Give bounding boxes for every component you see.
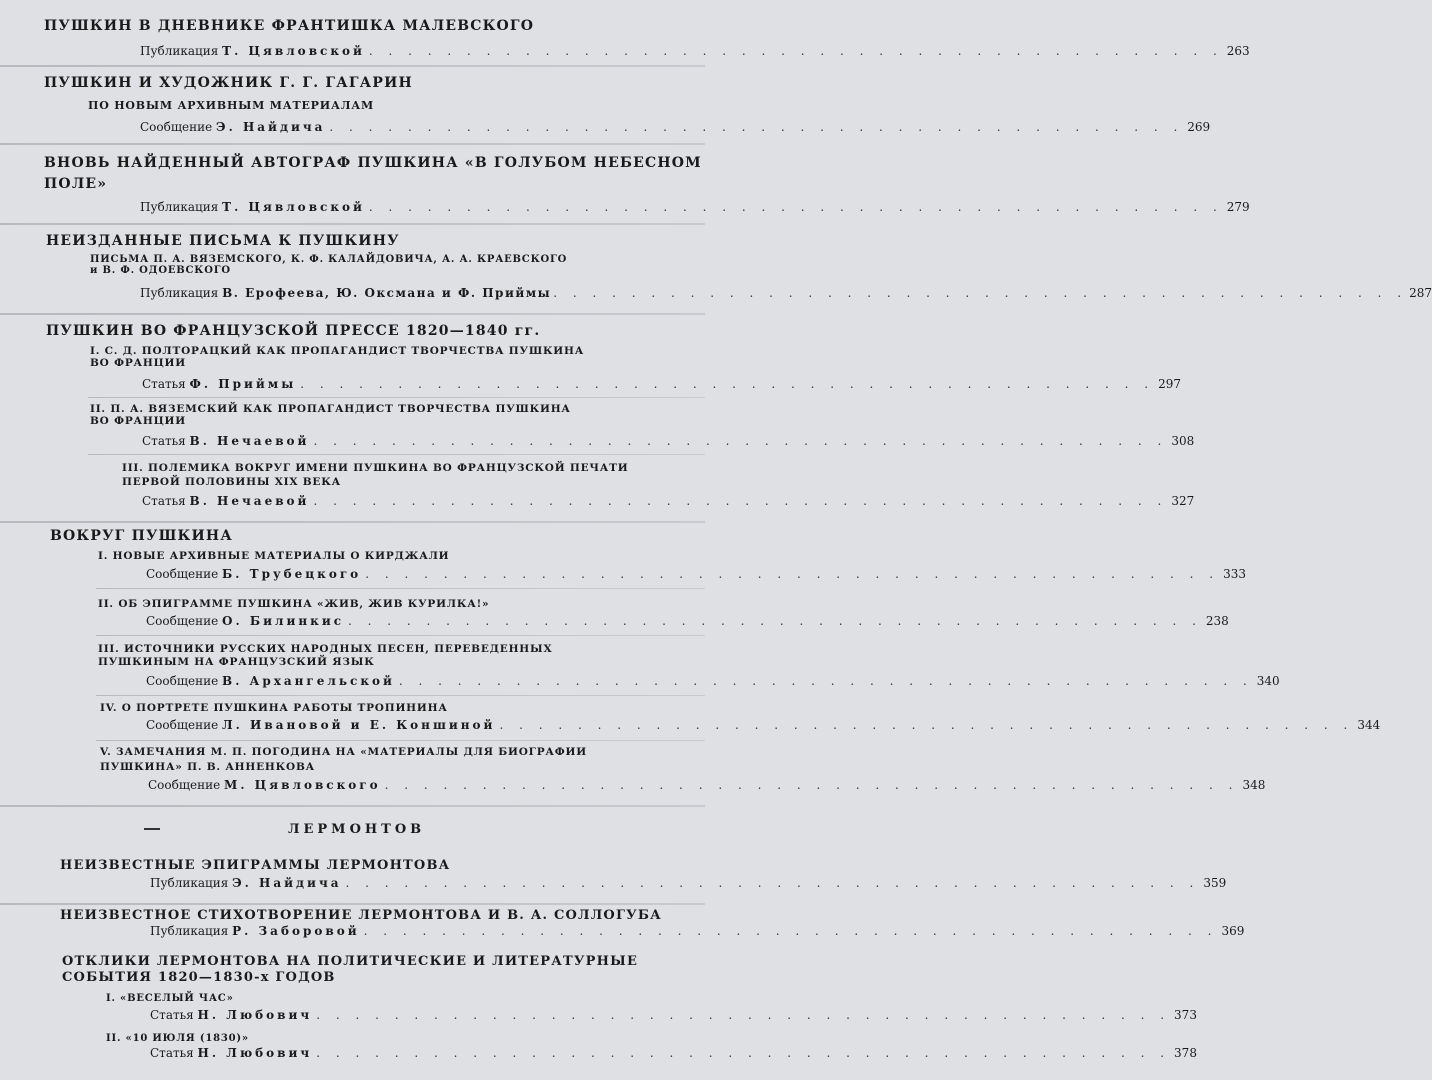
- credit-label: Статья: [142, 494, 186, 508]
- entry-title: ПУШКИН ВО ФРАНЦУЗСКОЙ ПРЕССЕ 1820—1840 гг.: [46, 323, 541, 339]
- credit-label: Сообщение: [146, 567, 219, 581]
- divider: [0, 223, 705, 225]
- credit-label: Сообщение: [146, 674, 219, 688]
- entry-subtitle: ПО НОВЫМ АРХИВНЫМ МАТЕРИАЛАМ: [88, 99, 374, 112]
- credit-label: Публикация: [140, 200, 219, 214]
- part-title: II. «10 ИЮЛЯ (1830)»: [106, 1033, 249, 1044]
- credit-name: Л. Ивановой и Е. Коншиной: [222, 718, 496, 732]
- entry-title: ВОКРУГ ПУШКИНА: [50, 528, 233, 544]
- page-number: 373: [1174, 1008, 1197, 1022]
- credit-name: Б. Трубецкого: [222, 567, 362, 581]
- leader-dots: . . . . . . . . . . . . . . . . . . . . . . . . . . . . . . . . . . . . . . . . . . . .: [363, 924, 1218, 938]
- divider: [88, 454, 705, 455]
- credit-name: Н. Любович: [197, 1008, 313, 1022]
- part-title: III. ИСТОЧНИКИ РУССКИХ НАРОДНЫХ ПЕСЕН, ПЕРЕВЕДЕННЫХ: [98, 643, 553, 655]
- divider: [0, 903, 705, 905]
- credit-name: Э. Найдича: [216, 120, 326, 134]
- page-number: 359: [1203, 876, 1227, 890]
- page-number: 348: [1242, 778, 1266, 792]
- part-title: I. «ВЕСЕЛЫЙ ЧАС»: [106, 993, 234, 1004]
- divider: [0, 805, 705, 807]
- credit-name: В. Нечаевой: [189, 494, 310, 508]
- credit-name: М. Цявловского: [224, 778, 381, 792]
- credit-label: Статья: [142, 434, 186, 448]
- credit-label: Сообщение: [140, 120, 213, 134]
- divider: [0, 521, 705, 523]
- part-title-continued: ПУШКИНА» П. В. АННЕНКОВА: [100, 761, 315, 773]
- part-title-continued: ВО ФРАНЦИИ: [90, 415, 186, 427]
- entry-title: ПУШКИН В ДНЕВНИКЕ ФРАНТИШКА МАЛЕВСКОГО: [44, 18, 535, 34]
- entry-title: ВНОВЬ НАЙДЕННЫЙ АВТОГРАФ ПУШКИНА «В ГОЛУБОМ НЕБЕСНОМ: [44, 155, 702, 171]
- leader-dots: . . . . . . . . . . . . . . . . . . . . . . . . . . . . . . . . . . . . . . . . . . . .: [398, 674, 1253, 688]
- page-number: 333: [1223, 567, 1246, 581]
- credit-label: Публикация: [140, 286, 219, 300]
- entry-credit-line: [140, 200, 1250, 214]
- credit-label: Сообщение: [146, 614, 219, 628]
- credit-name: Т. Цявловской: [222, 44, 365, 58]
- part-title-continued: ПЕРВОЙ ПОЛОВИНЫ XIX ВЕКА: [122, 476, 341, 488]
- leader-dots: . . . . . . . . . . . . . . . . . . . . . . . . . . . . . . . . . . . . . . . . . . . .: [313, 434, 1168, 448]
- section-dash: [144, 828, 160, 830]
- leader-dots: . . . . . . . . . . . . . . . . . . . . . . . . . . . . . . . . . . . . . . . . . . . .: [368, 200, 1223, 214]
- leader-dots: . . . . . . . . . . . . . . . . . . . . . . . . . . . . . . . . . . . . . . . . . . . .: [329, 120, 1184, 134]
- page-number: 308: [1171, 434, 1195, 448]
- page-number: 297: [1158, 377, 1182, 391]
- leader-dots: . . . . . . . . . . . . . . . . . . . . . . . . . . . . . . . . . . . . . . . . . . . .: [300, 377, 1155, 391]
- credit-label: Сообщение: [148, 778, 221, 792]
- page-number: 263: [1226, 44, 1250, 58]
- part-title: V. ЗАМЕЧАНИЯ М. П. ПОГОДИНА НА «МАТЕРИАЛЫ ДЛЯ БИОГРАФИИ: [100, 746, 587, 758]
- part-title-continued: ПУШКИНЫМ НА ФРАНЦУЗСКИЙ ЯЗЫК: [98, 656, 375, 668]
- page-number: 238: [1205, 614, 1229, 628]
- credit-name: О. Билинкис: [222, 614, 345, 628]
- part-credit-line: [148, 778, 1266, 792]
- part-credit-line: [142, 434, 1195, 448]
- part-title-continued: ВО ФРАНЦИИ: [90, 357, 186, 369]
- credit-label: Статья: [142, 377, 186, 391]
- leader-dots: . . . . . . . . . . . . . . . . . . . . . . . . . . . . . . . . . . . . . . . . . . . .: [365, 567, 1220, 581]
- part-credit-line: [142, 494, 1195, 508]
- part-title: I. С. Д. ПОЛТОРАЦКИЙ КАК ПРОПАГАНДИСТ ТВОРЧЕСТВА ПУШКИНА: [90, 345, 585, 357]
- credit-name: Н. Любович: [197, 1046, 313, 1060]
- credit-label: Публикация: [150, 924, 229, 938]
- leader-dots: . . . . . . . . . . . . . . . . . . . . . . . . . . . . . . . . . . . . . . . . . . . .: [499, 718, 1354, 732]
- part-title: II. ОБ ЭПИГРАММЕ ПУШКИНА «ЖИВ, ЖИВ КУРИЛКА!»: [98, 598, 490, 610]
- entry-credit-line: [140, 44, 1250, 58]
- credit-label: Статья: [150, 1008, 194, 1022]
- entry-subtitle: ПИСЬМА П. А. ВЯЗЕМСКОГО, К. Ф. КАЛАЙДОВИЧА, А. А. КРАЕВСКОГО: [90, 254, 568, 265]
- divider: [96, 635, 705, 636]
- leader-dots: . . . . . . . . . . . . . . . . . . . . . . . . . . . . . . . . . . . . . . . . . . . .: [553, 286, 1408, 300]
- part-credit-line: [146, 718, 1381, 732]
- entry-title: НЕИЗВЕСТНЫЕ ЭПИГРАММЫ ЛЕРМОНТОВА: [60, 858, 451, 873]
- credit-label: Публикация: [140, 44, 219, 58]
- entry-credit-line: [150, 924, 1245, 938]
- leader-dots: . . . . . . . . . . . . . . . . . . . . . . . . . . . . . . . . . . . . . . . . . . . .: [345, 876, 1200, 890]
- part-title: III. ПОЛЕМИКА ВОКРУГ ИМЕНИ ПУШКИНА ВО ФРАНЦУЗСКОЙ ПЕЧАТИ: [122, 462, 629, 474]
- page-number: 344: [1357, 718, 1381, 732]
- divider: [88, 397, 705, 398]
- credit-name: Э. Найдича: [232, 876, 342, 890]
- leader-dots: . . . . . . . . . . . . . . . . . . . . . . . . . . . . . . . . . . . . . . . . . . . .: [384, 778, 1239, 792]
- divider: [96, 740, 705, 741]
- entry-credit-line: [140, 286, 1432, 300]
- entry-subtitle-continued: и В. Ф. ОДОЕВСКОГО: [90, 265, 231, 276]
- page-number: 340: [1256, 674, 1280, 688]
- part-title: II. П. А. ВЯЗЕМСКИЙ КАК ПРОПАГАНДИСТ ТВОРЧЕСТВА ПУШКИНА: [90, 403, 571, 415]
- divider: [96, 588, 705, 589]
- page-number: 327: [1171, 494, 1195, 508]
- divider: [0, 143, 705, 145]
- leader-dots: . . . . . . . . . . . . . . . . . . . . . . . . . . . . . . . . . . . . . . . . . . . .: [348, 614, 1202, 628]
- credit-name: В. Нечаевой: [189, 434, 310, 448]
- credit-label: Статья: [150, 1046, 194, 1060]
- divider: [0, 313, 705, 315]
- leader-dots: . . . . . . . . . . . . . . . . . . . . . . . . . . . . . . . . . . . . . . . . . . . .: [368, 44, 1223, 58]
- part-credit-line: [150, 1046, 1197, 1060]
- leader-dots: . . . . . . . . . . . . . . . . . . . . . . . . . . . . . . . . . . . . . . . . . . . .: [316, 1046, 1171, 1060]
- page-number: 369: [1221, 924, 1245, 938]
- entry-credit-line: [140, 120, 1211, 134]
- divider: [0, 65, 705, 67]
- page-number: 279: [1226, 200, 1250, 214]
- part-credit-line: [146, 674, 1280, 688]
- credit-name: В. Архангельской: [222, 674, 395, 688]
- part-credit-line: [142, 377, 1182, 391]
- credit-name: В. Ерофеева, Ю. Оксмана и Ф. Приймы: [222, 286, 552, 300]
- part-credit-line: [146, 567, 1246, 581]
- entry-title: ОТКЛИКИ ЛЕРМОНТОВА НА ПОЛИТИЧЕСКИЕ И ЛИТЕРАТУРНЫЕ: [62, 954, 639, 969]
- part-credit-line: [150, 1008, 1197, 1022]
- page-number: 378: [1174, 1046, 1197, 1060]
- entry-title: НЕИЗВЕСТНОЕ СТИХОТВОРЕНИЕ ЛЕРМОНТОВА И В. А. СОЛЛОГУБА: [60, 908, 662, 923]
- leader-dots: . . . . . . . . . . . . . . . . . . . . . . . . . . . . . . . . . . . . . . . . . . . .: [313, 494, 1168, 508]
- page-number: 287: [1409, 286, 1432, 300]
- credit-name: Р. Заборовой: [232, 924, 360, 938]
- part-credit-line: [146, 614, 1229, 628]
- page-number: 269: [1187, 120, 1211, 134]
- credit-label: Публикация: [150, 876, 229, 890]
- entry-title: ПУШКИН И ХУДОЖНИК Г. Г. ГАГАРИН: [44, 75, 413, 91]
- credit-label: Сообщение: [146, 718, 219, 732]
- section-heading: ЛЕРМОНТОВ: [288, 822, 426, 837]
- leader-dots: . . . . . . . . . . . . . . . . . . . . . . . . . . . . . . . . . . . . . . . . . . . .: [316, 1008, 1171, 1022]
- entry-credit-line: [150, 876, 1227, 890]
- entry-title-continued: ПОЛЕ»: [44, 176, 108, 192]
- part-title: I. НОВЫЕ АРХИВНЫЕ МАТЕРИАЛЫ О КИРДЖАЛИ: [98, 550, 450, 562]
- entry-title-continued: СОБЫТИЯ 1820—1830-х ГОДОВ: [62, 970, 336, 985]
- part-title: IV. О ПОРТРЕТЕ ПУШКИНА РАБОТЫ ТРОПИНИНА: [100, 702, 448, 714]
- credit-name: Т. Цявловской: [222, 200, 365, 214]
- divider: [96, 695, 705, 696]
- credit-name: Ф. Приймы: [189, 377, 297, 391]
- entry-title: НЕИЗДАННЫЕ ПИСЬМА К ПУШКИНУ: [46, 233, 400, 249]
